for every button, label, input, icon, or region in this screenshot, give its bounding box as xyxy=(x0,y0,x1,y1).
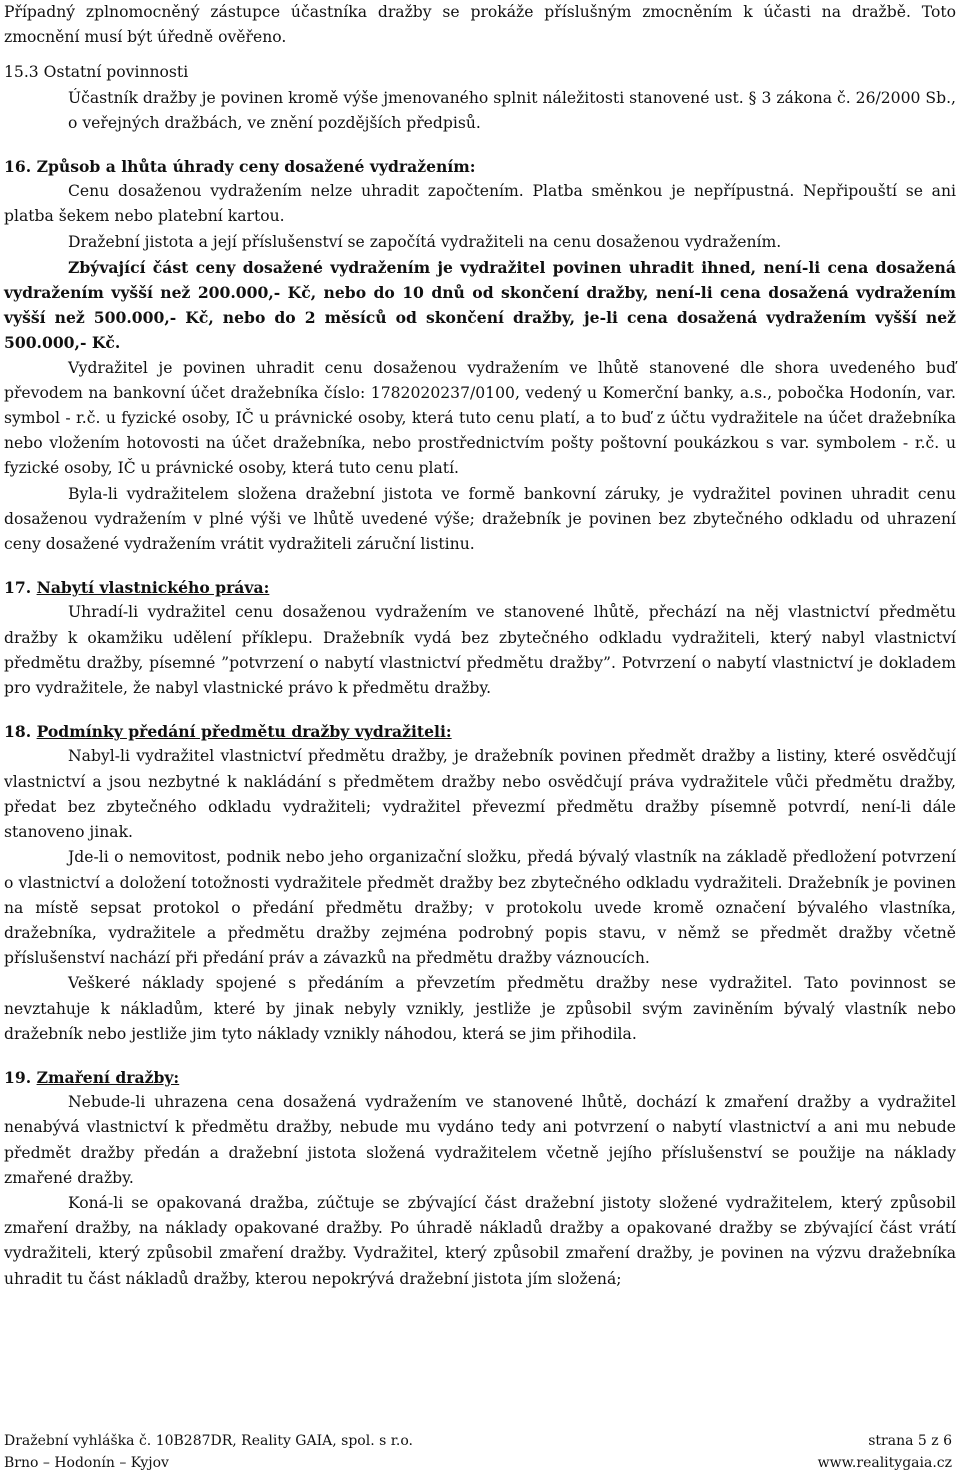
footer-document-reference: Dražební vyhláška č. 10B287DR, Reality GAIA, spol. s r.o. xyxy=(4,1433,413,1449)
section-18-paragraph-1: Nabyl-li vydražitel vlastnictví předmětu dražby, je dražebník povinen předmět dražby a listiny, které osvědčují vlastnictví a jsou nezbytné k nakládání s předmětem dražby nebo osvědčují práva vydražitele vůči předmětu dražby, předat bez zbytečného odkladu vydražiteli; vydražitel převezmí předmětu dražby písemně potvrdí, není-li dále stanoveno jinak. xyxy=(4,747,956,842)
section-19-heading xyxy=(4,1065,956,1090)
spacer xyxy=(4,136,956,154)
page-footer xyxy=(4,1430,952,1474)
section-16-paragraph-3: Zbývající část ceny dosažené vydražením je vydražitel povinen uhradit ihned, není-li cena dosažená vydražením vyšší než 200.000,- Kč, nebo do 10 dnů od skončení dražby, není-li cena dosažená vydražením vyšší než 500.000,- Kč, nebo do 2 měsíců od skončení dražby, je-li cena dosažená vydražením vyšší než 500.000,- Kč. xyxy=(4,257,956,353)
footer-website-link[interactable]: www.realitygaia.cz xyxy=(817,1455,952,1471)
spacer xyxy=(4,1047,956,1065)
section-17-title: Nabytí vlastnického práva: xyxy=(36,578,270,598)
footer-locations: Brno – Hodonín – Kyjov xyxy=(4,1455,169,1471)
section-16-heading xyxy=(4,154,956,179)
footer-page-number: strana 5 z 6 xyxy=(868,1433,952,1449)
section-16-paragraph-4: Vydražitel je povinen uhradit cenu dosaženou vydražením ve lhůtě stanovené dle shora uvedeného buď převodem na bankovní účet dražebníka číslo: 1782020237/0100, vedený u Komerční banky, a.s., pobočka Hodonín, var. symbol - r.č. u fyzické osoby, IČ u právnické osoby, která tuto cenu platí, a to buď z účtu vydražitele na účet dražebníka nebo vložením hotovosti na účet dražebníka, nebo prostřednictvím pošty poštovní poukázkou s var. symbolem - r.č. u fyzické osoby, IČ u právnické osoby, která tuto cenu platí. xyxy=(4,358,956,478)
section-19-paragraph-1: Nebude-li uhrazena cena dosažená vydražením ve stanovené lhůtě, dochází k zmaření dražby a vydražitel nenabývá vlastnictví k předmětu dražby, nebude mu vydáno tedy ani potvrzení o nabytí vlastnictví a ani mu nebude předmět dražby předán a dražební jistota složená vydražitelem včetně jejího příslušenství se použije na náklady zmařené dražby. xyxy=(4,1093,956,1187)
section-17-number: 17. xyxy=(4,578,32,598)
section-17-heading xyxy=(4,575,956,600)
section-18-heading xyxy=(4,719,956,744)
section-16-number: 16. xyxy=(4,157,32,177)
footer-row-1 xyxy=(4,1430,952,1452)
section-16-title: Způsob a lhůta úhrady ceny dosažené vydražením: xyxy=(36,157,476,177)
section-19-paragraph-2: Koná-li se opakovaná dražba, zúčtuje se zbývající část dražební jistoty složené vydražitelem, který způsobil zmaření dražby, na náklady opakované dražby. Po úhradě nákladů dražby a opakované dražby se zbývající část vrátí vydražiteli, který způsobil zmaření dražby. Vydražitel, který způsobil zmaření dražby, je povinen na výzvu dražebníka uhradit tu část nákladů dražby, kterou nepokrývá dražební jistota jím složená; xyxy=(4,1193,956,1288)
document-page xyxy=(4,0,956,1292)
spacer xyxy=(4,50,956,60)
footer-row-2 xyxy=(4,1452,952,1474)
section-18-paragraph-2: Jde-li o nemovitost, podnik nebo jeho organizační složku, předá bývalý vlastník na základě předložení potvrzení o vlastnictví a doložení totožnosti vydražitele předmět dražby bez zbytečného odkladu vydražiteli. Dražebník je povinen na místě sepsat protokol o předání předmětu dražby; v protokolu uvede kromě označení bývalého vlastníka, dražebníka, vydražitele a předmětu dražby zejména podrobný popis stavu, v němž se předmět dražby včetně příslušenství nachází při předání práv a závazků na předmětu dražby váznoucích. xyxy=(4,848,956,968)
spacer xyxy=(4,701,956,719)
section-19-title: Zmaření dražby: xyxy=(36,1067,180,1087)
spacer xyxy=(4,557,956,575)
section-15-3-heading: 15.3 Ostatní povinnosti xyxy=(4,63,189,82)
section-18-number: 18. xyxy=(4,722,32,742)
section-16-paragraph-1: Cenu dosaženou vydražením nelze uhradit započtením. Platba směnkou je nepřípustná. Nepřipouští se ani platba šekem nebo platební kartou. xyxy=(4,182,956,226)
section-18-paragraph-3: Veškeré náklady spojené s předáním a převzetím předmětu dražby nese vydražitel. Tato povinnost se nevztahuje k nákladům, které by jinak nebyly vznikly, jestliže je způsobil svým zaviněním bývalý vlastník nebo dražebník nebo jestliže jim tyto náklady vznikly náhodou, která se jim přihodila. xyxy=(4,974,956,1043)
section-15-3-paragraph: Účastník dražby je povinen kromě výše jmenovaného splnit náležitosti stanovené ust. § 3 zákona č. 26/2000 Sb., o veřejných dražbách, ve znění pozdějších předpisů. xyxy=(68,88,956,132)
section-16-paragraph-5: Byla-li vydražitelem složena dražební jistota ve formě bankovní záruky, je vydražitel povinen uhradit cenu dosaženou vydražením v plné výši ve lhůtě uvedené výše; dražebník je povinen bez zbytečného odkladu od uhrazení ceny dosažené vydražením vrátit vydražiteli záruční listinu. xyxy=(4,484,956,554)
section-17-paragraph-1: Uhradí-li vydražitel cenu dosaženou vydražením ve stanovené lhůtě, přechází na něj vlastnictví předmětu dražby k okamžiku udělení příklepu. Dražebník vydá bez zbytečného odkladu vydražiteli, který nabyl vlastnictví předmětu dražby, písemné ”potvrzení o nabytí vlastnictví předmětu dražby”. Potvrzení o nabytí vlastnictví je dokladem pro vydražitele, že nabyl vlastnické právo k předmětu dražby. xyxy=(4,603,956,698)
intro-paragraph: Případný zplnomocněný zástupce účastníka dražby se prokáže příslušným zmocněním k účasti na dražbě. Toto zmocnění musí být úředně ověřeno. xyxy=(4,3,956,47)
section-18-title: Podmínky předání předmětu dražby vydražiteli: xyxy=(36,722,452,742)
section-19-number: 19. xyxy=(4,1067,32,1087)
section-16-paragraph-2: Dražební jistota a její příslušenství se započítá vydražiteli na cenu dosaženou vydražením. xyxy=(68,232,782,251)
